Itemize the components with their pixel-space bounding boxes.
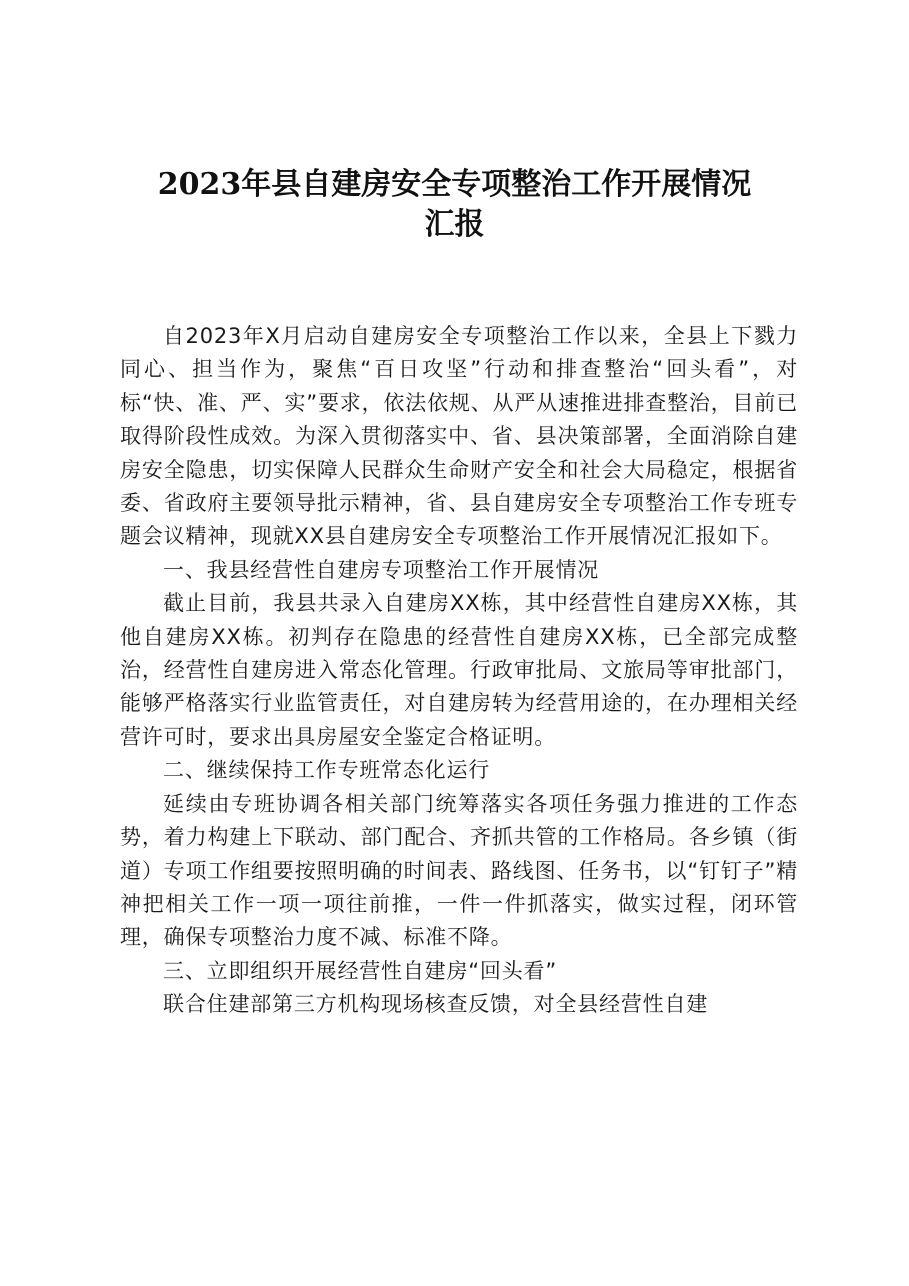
section-1-paragraph: 截止目前，我县共录入自建房XX栋，其中经营性自建房XX栋，其他自建房XX栋。初判存在隐患的经营性自建房XX栋，已全部完成整治，经营性自建房进入常态化管理。行政审批局、文旅局等审批部门，能够严格落实行业监管责任，对自建房转为经营用途的，在办理相关经营许可时，要求出具房屋安全鉴定合格证明。: [120, 591, 798, 749]
section-3-paragraph: 联合住建部第三方机构现场核查反馈，对全县经营性自建: [163, 992, 709, 1017]
intro-paragraph: 自2023年X月启动自建房安全专项整治工作以来，全县上下戮力同心、担当作为，聚焦“百日攻坚”行动和排查整治“回头看”，对标“快、准、严、实”要求，依法依规、从严从速推进排查整治，目前已取得阶段性成效。为深入贯彻落实中、省、县决策部署，全面消除自建房安全隐患，切实保障人民群众生命财产安全和社会大局稳定，根据省委、省政府主要领导批示精神，省、县自建房安全专项整治工作专班专题会议精神，现就XX县自建房安全专项整治工作开展情况汇报如下。: [120, 324, 798, 549]
section-heading-3: 三、立即组织开展经营性自建房“回头看”: [163, 958, 558, 983]
section-2-paragraph: 延续由专班协调各相关部门统筹落实各项任务强力推进的工作态势，着力构建上下联动、部门配合、齐抓共管的工作格局。各乡镇（街道）专项工作组要按照明确的时间表、路线图、任务书，以“钉钉子”精神把相关工作一项一项往前推，一件一件抓落实，做实过程，闭环管理，确保专项整治力度不减、标准不降。: [120, 791, 798, 950]
document-title-line2: 汇报: [424, 207, 485, 242]
section-heading-2: 二、继续保持工作专班常态化运行: [163, 758, 491, 783]
document-body: [120, 320, 798, 1022]
section-heading-1: 一、我县经营性自建房专项整治工作开展情况: [163, 557, 600, 582]
document-title-line1: 2023年县自建房安全专项整治工作开展情况: [157, 167, 752, 202]
